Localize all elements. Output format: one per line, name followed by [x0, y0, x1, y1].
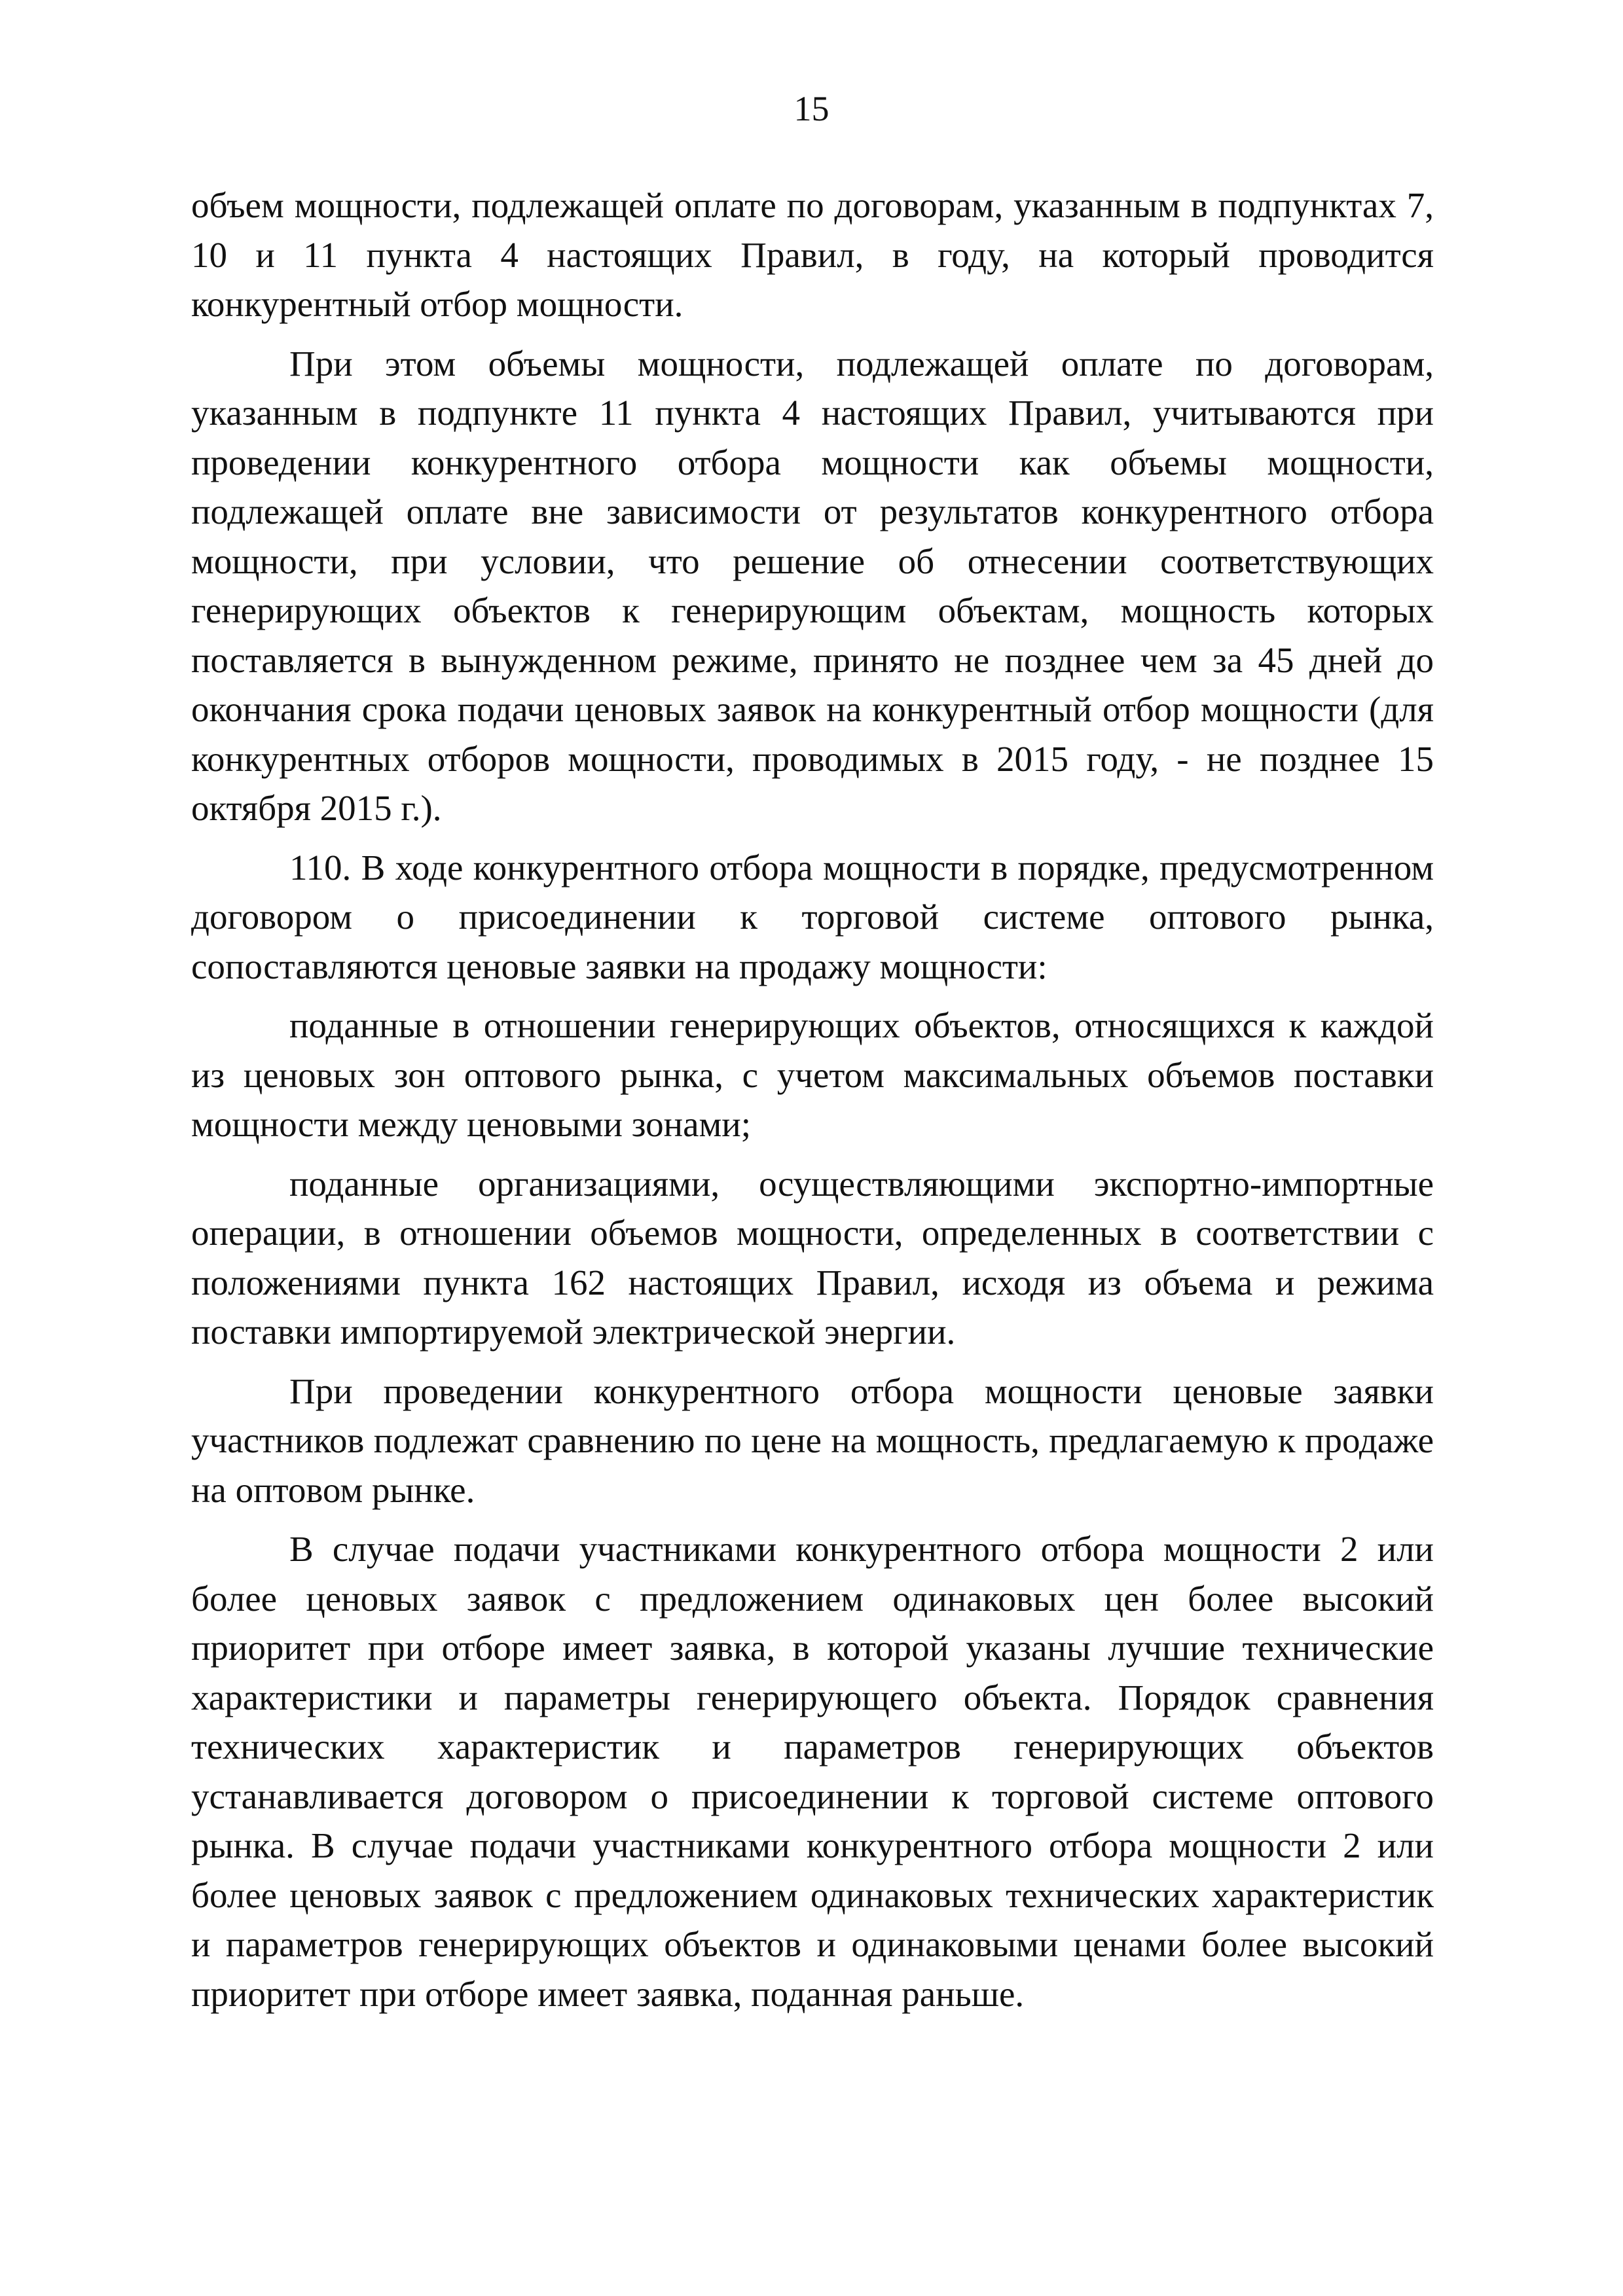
paragraph: поданные организациями, осуществляющими экспортно-импортные операции, в отношении объемов мощности, определенных в соответствии с положениями пункта 162 настоящих Правил, исходя из объема и режима поставки импортируемой электрической энергии.	[191, 1163, 1434, 1352]
paragraph: поданные в отношении генерирующих объектов, относящихся к каждой из ценовых зон оптового рынка, с учетом максимальных объемов поставки мощности между ценовыми зонами;	[191, 1005, 1434, 1144]
paragraph: В случае подачи участниками конкурентного отбора мощности 2 или более ценовых заявок с предложением одинаковых цен более высокий приоритет при отборе имеет заявка, в которой указаны лучшие технические характеристики и параметры генерирующего объекта. Порядок сравнения технических характеристик и параметров генерирующих объектов устанавливается договором о присоединении к торговой системе оптового рынка. В случае подачи участниками конкурентного отбора мощности 2 или более ценовых заявок с предложением одинаковых технических характеристик и параметров генерирующих объектов и одинаковыми ценами более высокий приоритет при отборе имеет заявка, поданная раньше.	[191, 1529, 1434, 2014]
paragraph-continuation: объем мощности, подлежащей оплате по договорам, указанным в подпунктах 7, 10 и 11 пункта 4 настоящих Правил, в году, на который проводится конкурентный отбор мощности.	[191, 185, 1434, 324]
paragraph-clause-110: 110. В ходе конкурентного отбора мощности в порядке, предусмотренном договором о присоединении к торговой системе оптового рынка, сопоставляются ценовые заявки на продажу мощности:	[191, 847, 1434, 986]
paragraph: При проведении конкурентного отбора мощности ценовые заявки участников подлежат сравнению по цене на мощность, предлагаемую к продаже на оптовом рынке.	[191, 1371, 1434, 1510]
page-number: 15	[793, 89, 830, 128]
paragraph: При этом объемы мощности, подлежащей оплате по договорам, указанным в подпункте 11 пункта 4 настоящих Правил, учитываются при проведении конкурентного отбора мощности как объемы мощности, подлежащей оплате вне зависимости от результатов конкурентного отбора мощности, при условии, что решение об отнесении соответствующих генерирующих объектов к генерирующим объектам, мощность которых поставляется в вынужденном режиме, принято не позднее чем за 45 дней до окончания срока подачи ценовых заявок на конкурентный отбор мощности (для конкурентных отборов мощности, проводимых в 2015 году, - не позднее 15 октября 2015 г.).	[191, 343, 1434, 828]
document-body	[191, 181, 1434, 2018]
